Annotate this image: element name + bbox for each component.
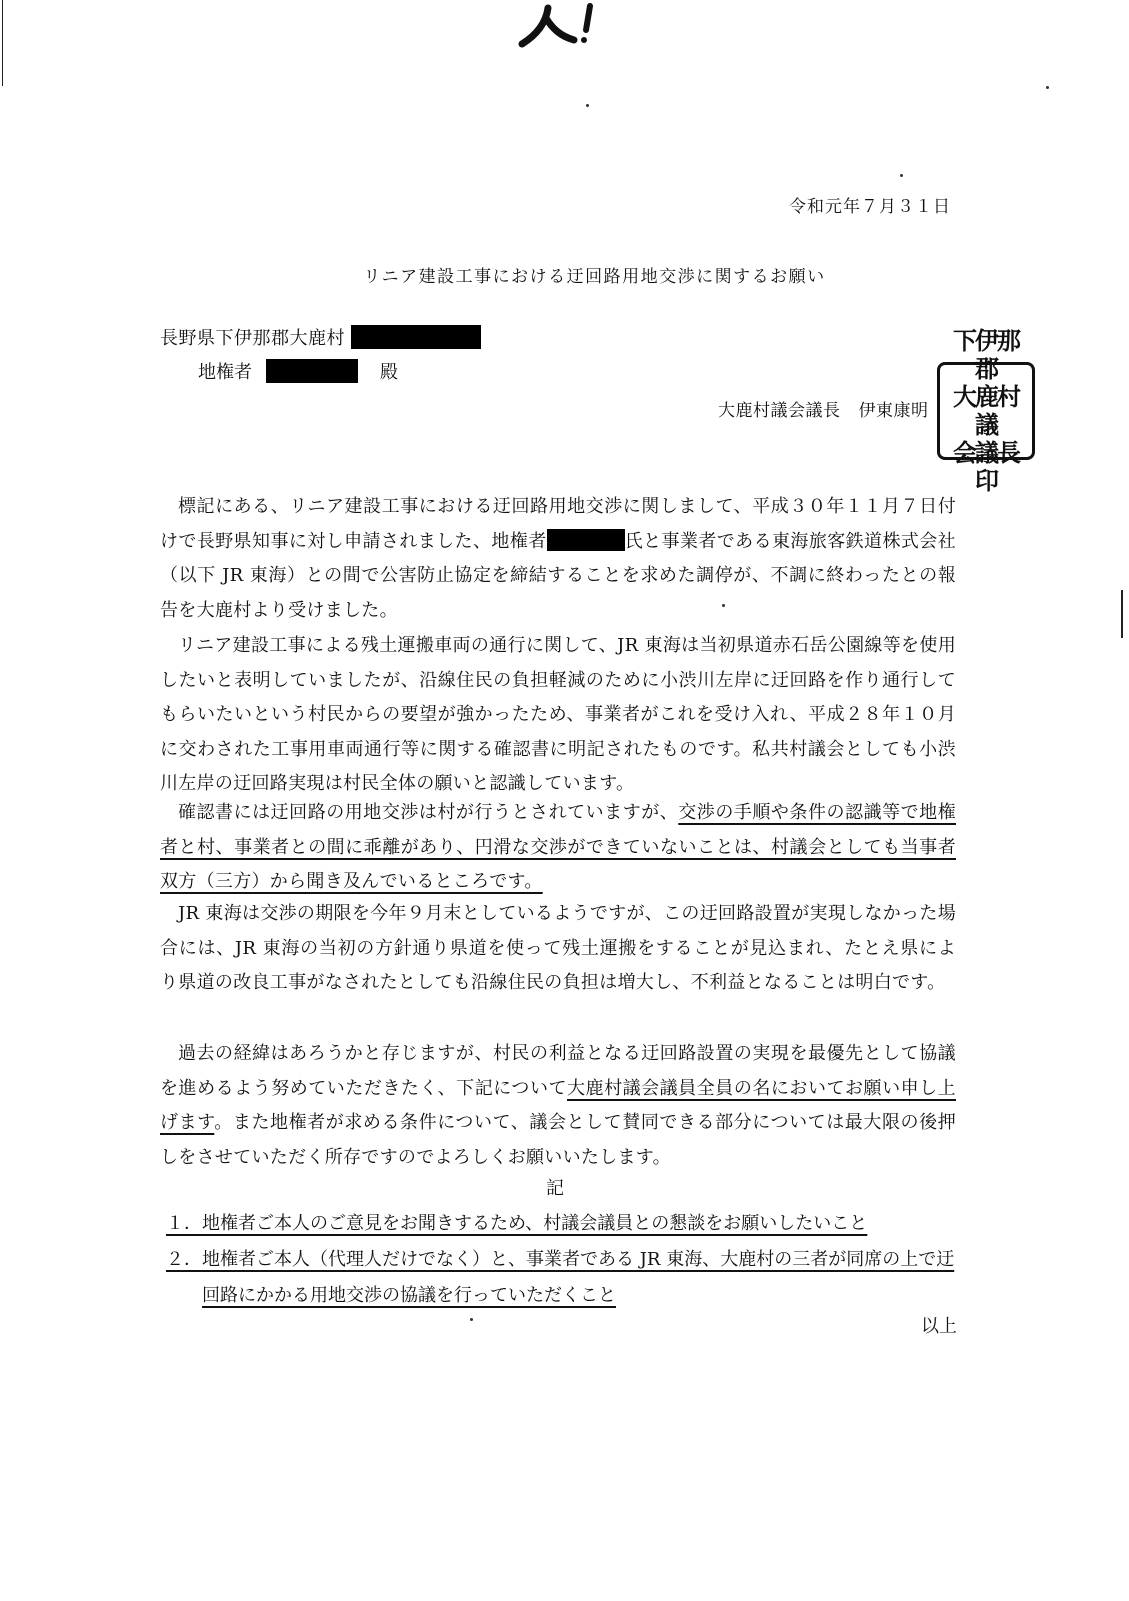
addressee-address: [160, 324, 481, 350]
paragraph-1: [160, 490, 956, 628]
official-seal: [937, 326, 1035, 495]
redaction-block: [351, 325, 481, 349]
paragraph-text: 。また地権者が求める条件について、議会として賛同できる部分については最大限の後押しをさせていただく所存ですのでよろしくお願いいたします。: [160, 1112, 956, 1168]
address-text: 長野県下伊那郡大鹿村: [160, 328, 345, 349]
paragraph-text: 確認書には迂回路の用地交渉は村が行うとされていますが、: [178, 802, 679, 823]
seal-line: 会議長印: [953, 438, 1019, 495]
closing-text: 以上: [921, 1316, 957, 1337]
paragraph-3: [160, 796, 956, 900]
paragraph-text: リニア建設工事による残土運搬車両の通行に関して、JR 東海は当初県道赤石岳公園線等を使用したいと表明していましたが、沿線住民の負担軽減のために小渋川左岸に迂回路を作り通行してもらいたいという村民からの要望が強かったため、事業者がこれを受け入れ、平成２８年１０月に交わされた工事用車両通行等に関する確認書に明記されたものです。私共村議会としても小渋川左岸の迂回路実現は村民全体の願いと認識しています。: [160, 635, 956, 794]
paragraph-text: JR 東海は交渉の期限を今年９月末としているようですが、この迂回路設置が実現しなかった場合には、JR 東海の当初の方針通り県道を使って残土運搬をすることが見込まれ、たとえ県により県道の改良工事がなされたとしても沿線住民の負担は増大し、不利益となることは明白です。: [160, 903, 956, 993]
request-list: [166, 1206, 956, 1314]
list-item-text: 地権者ご本人のご意見をお聞きするため、村議会議員との懇談をお願いしたいこと: [202, 1213, 868, 1234]
ki-heading: 記: [546, 1178, 564, 1199]
scan-edge-mark: [1121, 590, 1123, 638]
list-item: [166, 1206, 956, 1242]
paragraph-2: [160, 629, 956, 802]
honorific: 殿: [380, 362, 398, 383]
scan-speck: [1046, 86, 1049, 89]
addressee-rights-holder: [198, 358, 398, 384]
redaction-block: [266, 359, 358, 383]
scan-speck: [470, 1318, 473, 1321]
scan-edge-line: [2, 0, 3, 86]
seal-line: 大鹿村議: [953, 382, 1019, 439]
list-item-number: １．: [166, 1213, 202, 1234]
paragraph-text: 過去の経緯はあろうかと存じますが、村民の利益となる迂回路設置の実現を最優先として協議を進めるよう努めていただきたく、下記について: [160, 1043, 956, 1099]
paragraph-4: [160, 897, 956, 1001]
underlined-text: 交渉の手順や条件の認識等で地権者と村、事業者との間に乖離があり、円滑な交渉ができていないことは、村議会としても当事者双方（三方）から聞き及んでいるところです。: [160, 802, 956, 892]
paragraph-5: [160, 1037, 956, 1175]
scan-speck: [586, 104, 589, 107]
redaction-block: [547, 529, 625, 551]
paragraph-text: 標記にある、リニア建設工事における迂回路用地交渉に関しまして、平成３０年１１月７日付けで長野県知事に対し申請されました、地権者: [160, 496, 956, 552]
list-item-text: 地権者ご本人（代理人だけでなく）と、事業者である JR 東海、大鹿村の三者が同席の上で迂回路にかかる用地交渉の協議を行っていただくこと: [202, 1249, 955, 1306]
rights-holder-label: 地権者: [198, 362, 252, 383]
document-title: リニア建設工事における迂回路用地交渉に関するお願い: [363, 267, 826, 287]
sender-name: 伊東康明: [858, 401, 929, 421]
seal-line: 下伊那郡: [953, 326, 1019, 383]
sender-position: 大鹿村議会議長: [718, 401, 841, 421]
underlined-text: 大鹿村議会議員全員の名においてお願い申し上げます: [160, 1077, 956, 1133]
list-item: [166, 1242, 956, 1314]
document-date: 令和元年７月３１日: [789, 197, 951, 217]
list-item-number: ２．: [166, 1249, 202, 1270]
paragraph-text: 氏と事業者である東海旅客鉄道株式会社（以下 JR 東海）との間で公害防止協定を締結することを求めた調停が、不調に終わったとの報告を大鹿村より受けました。: [160, 530, 956, 621]
scan-speck: [900, 174, 903, 177]
sender: [718, 396, 929, 421]
handwritten-stamp-mark: [508, 0, 604, 50]
